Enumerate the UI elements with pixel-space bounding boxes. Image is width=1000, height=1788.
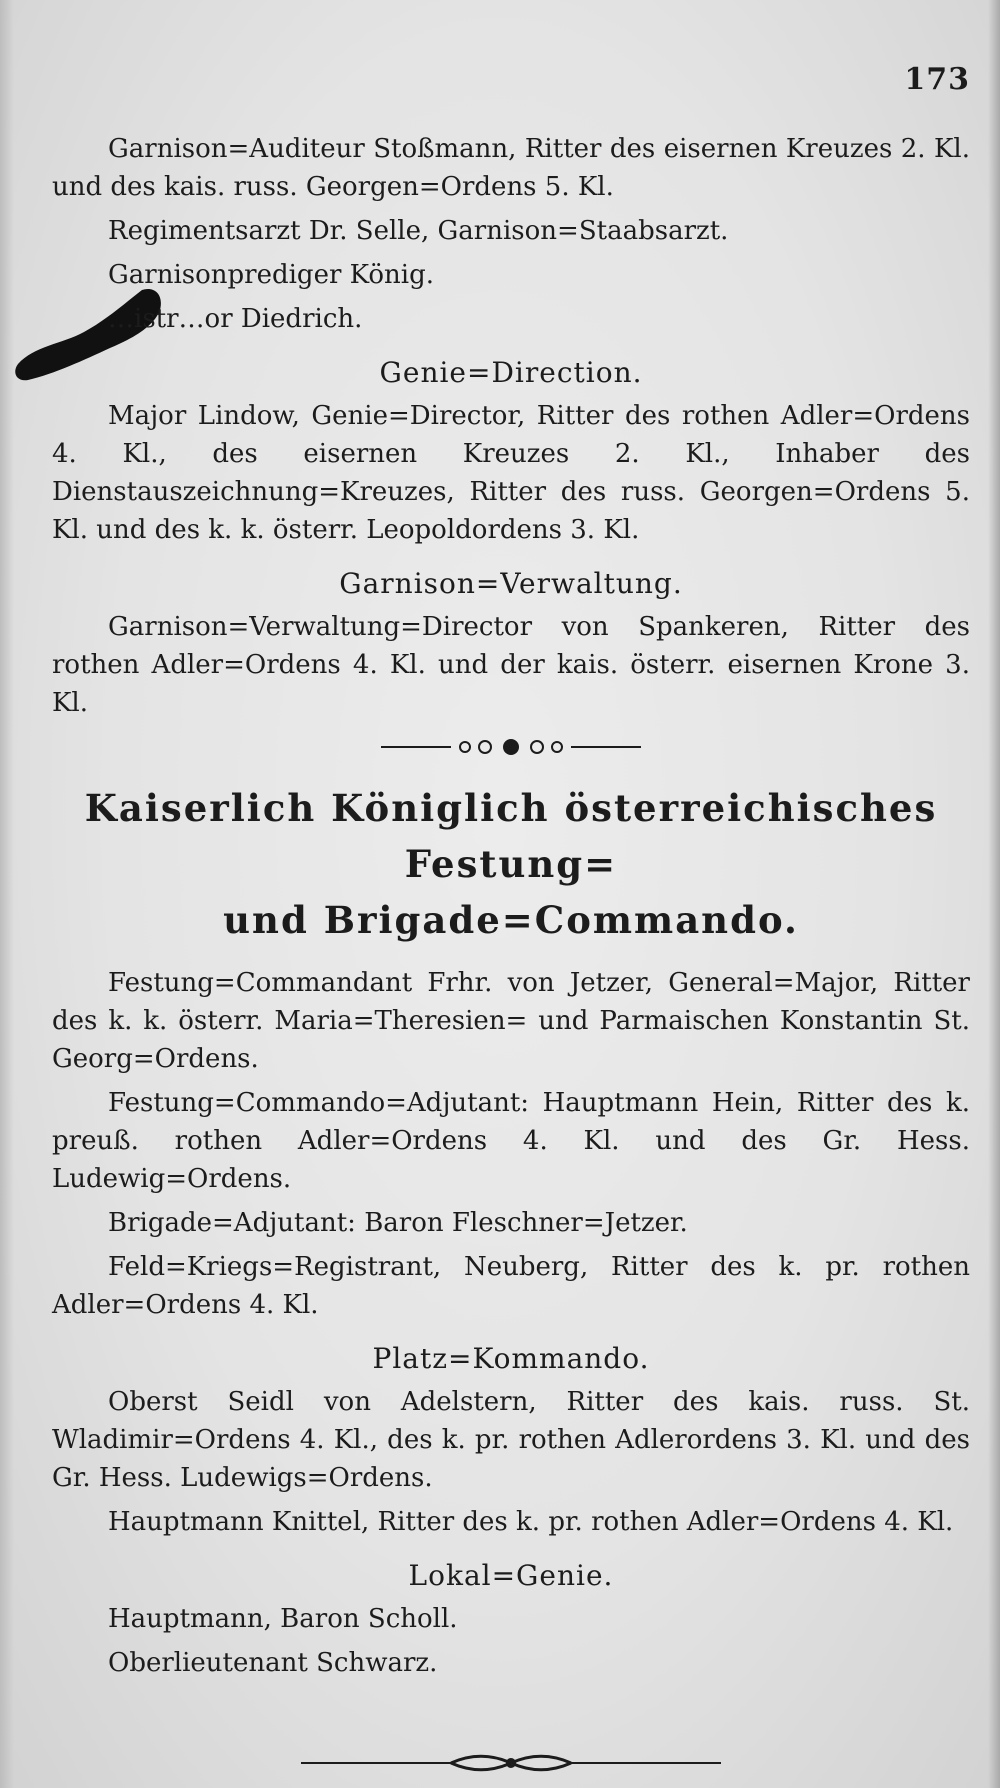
staff-entry-diedrich: …istr…or Diedrich. <box>108 304 363 334</box>
festung-entry-registrant: Feld=Kriegs=Registrant, Neuberg, Ritter des k. pr. rothen Adler=Ordens 4. Kl. <box>52 1252 970 1320</box>
lokal-genie-entry-hauptmann: Hauptmann, Baron Scholl. <box>108 1604 458 1634</box>
ornament-divider-bottom <box>301 1752 721 1774</box>
page-edge-shadow-left <box>0 0 14 1788</box>
staff-entry-auditeur: Garnison=Auditeur Stoßmann, Ritter des eisernen Kreuzes 2. Kl. und des kais. russ. Georgen=Ordens 5. Kl. <box>52 134 970 202</box>
ornament-divider-top <box>381 736 641 758</box>
festung-entry-brigade-adjutant: Brigade=Adjutant: Baron Fleschner=Jetzer. <box>108 1208 688 1238</box>
heading-platz-kommando: Platz=Kommando. <box>372 1342 650 1375</box>
main-heading <box>52 780 970 948</box>
festung-entry-commandant: Festung=Commandant Frhr. von Jetzer, General=Major, Ritter des k. k. österr. Maria=Theresien= und Parmaischen Konstantin St. Georg=Ordens. <box>52 968 970 1074</box>
lokal-genie-entry-oberlieutenant: Oberlieutenant Schwarz. <box>108 1648 438 1678</box>
page-edge-shadow-right <box>988 0 1000 1788</box>
page-number: 173 <box>904 62 970 97</box>
platz-kommando-entry-oberst: Oberst Seidl von Adelstern, Ritter des kais. russ. St. Wladimir=Ordens 4. Kl., des k. pr. rothen Adlerordens 3. Kl. und des Gr. Hess. Ludewigs=Ordens. <box>52 1387 970 1493</box>
main-heading-line-2: und Brigade=Commando. <box>223 898 799 942</box>
staff-entry-prediger: Garnisonprediger König. <box>108 260 434 290</box>
garnison-verwaltung-entry: Garnison=Verwaltung=Director von Spankeren, Ritter des rothen Adler=Ordens 4. Kl. und der kais. österr. eisernen Krone 3. Kl. <box>52 612 970 718</box>
genie-direction-entry: Major Lindow, Genie=Director, Ritter des rothen Adler=Ordens 4. Kl., des eisernen Kreuzes 2. Kl., Inhaber des Dienstauszeichnung=Kreuzes, Ritter des russ. Georgen=Ordens 5. Kl. und des k. k. österr. Leopoldordens 3. Kl. <box>52 401 970 545</box>
page-body <box>52 130 970 1788</box>
staff-entry-regimentsarzt: Regimentsarzt Dr. Selle, Garnison=Staabsarzt. <box>108 216 729 246</box>
main-heading-line-1: Kaiserlich Königlich österreichisches Festung= <box>84 786 938 886</box>
heading-garnison-verwaltung: Garnison=Verwaltung. <box>339 567 683 600</box>
festung-entry-adjutant: Festung=Commando=Adjutant: Hauptmann Hein, Ritter des k. preuß. rothen Adler=Ordens 4. Kl. und des Gr. Hess. Ludewig=Ordens. <box>52 1088 970 1194</box>
heading-genie-direction: Genie=Direction. <box>379 356 643 389</box>
platz-kommando-entry-hauptmann: Hauptmann Knittel, Ritter des k. pr. rothen Adler=Ordens 4. Kl. <box>108 1507 954 1537</box>
heading-lokal-genie: Lokal=Genie. <box>408 1559 614 1592</box>
